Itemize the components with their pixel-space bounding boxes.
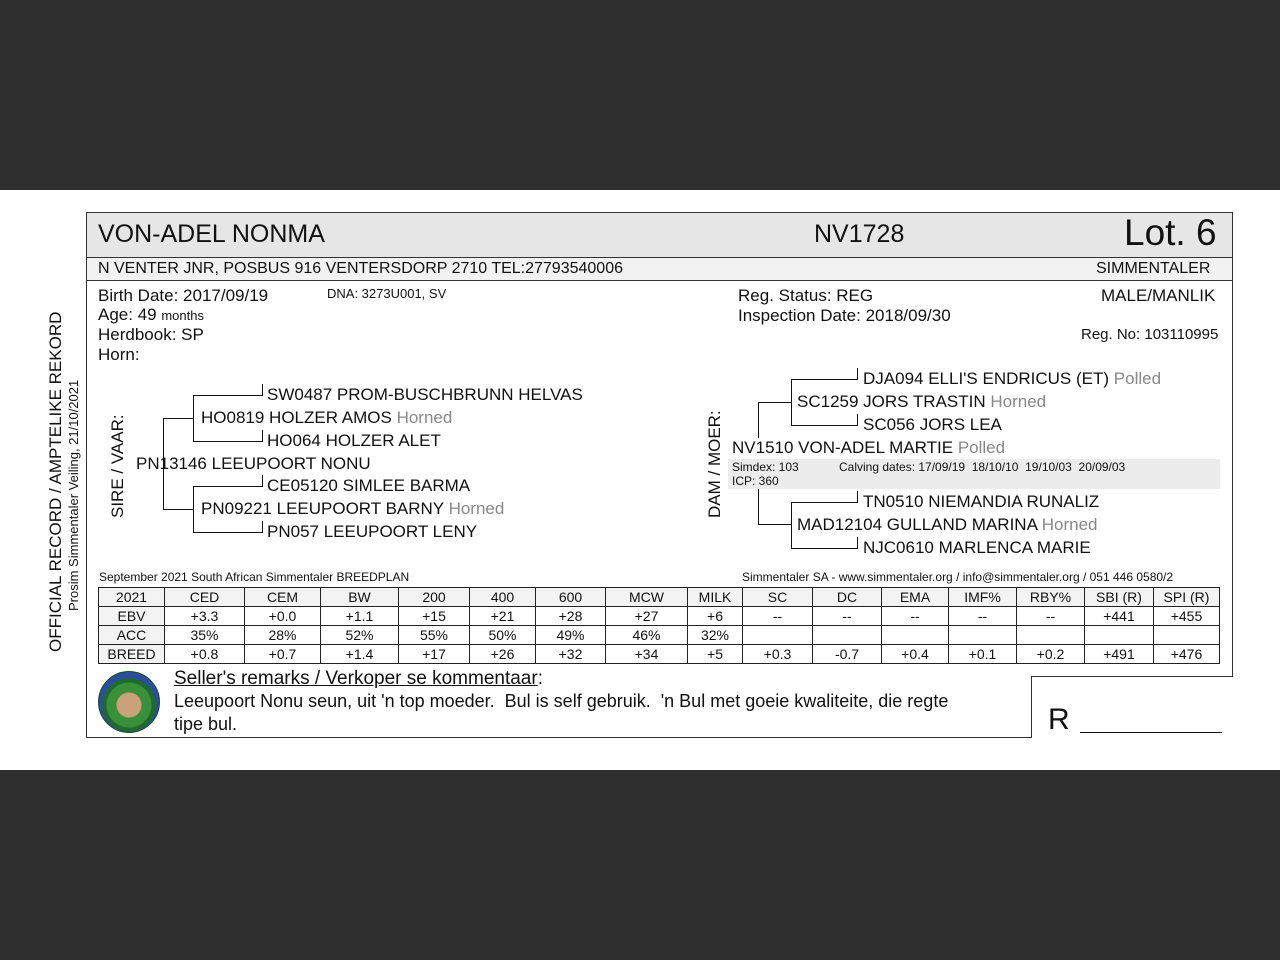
- breedplan-caption: September 2021 South African Simmentaler BREEDPLAN: [99, 570, 410, 584]
- age-unit: months: [161, 308, 204, 323]
- remarks-heading-row: [174, 668, 543, 690]
- table-cell: +1.4: [321, 645, 399, 664]
- dna-info: DNA: 3273U001, SV: [327, 286, 447, 301]
- table-cell: DC: [813, 588, 882, 607]
- dam-icp: ICP: 360: [732, 474, 779, 488]
- ggd2-tick: [262, 521, 263, 532]
- dam-grandsire-horn: Horned: [990, 392, 1047, 411]
- sgs-bracket-top: [193, 395, 263, 396]
- animal-name: VON-ADEL NONMA: [98, 220, 325, 248]
- dam-ggs1: [863, 369, 1161, 389]
- table-cell: 46%: [606, 626, 688, 645]
- dgs-bracket-bot: [791, 425, 858, 426]
- table-cell: EBV: [99, 607, 165, 626]
- table-cell: +0.8: [165, 645, 245, 664]
- table-cell: BREED: [99, 645, 165, 664]
- table-cell: +6: [688, 607, 743, 626]
- sire-granddam-name: PN09221 LEEUPOORT BARNY: [201, 499, 444, 518]
- table-cell: 2021: [99, 588, 165, 607]
- table-cell: [743, 626, 813, 645]
- sex: MALE/MANLIK: [1101, 286, 1216, 305]
- table-cell: +0.3: [743, 645, 813, 664]
- table-cell: +0.1: [949, 645, 1017, 664]
- dam-down-h: [758, 524, 791, 525]
- table-cell: 50%: [470, 626, 536, 645]
- owner-address: N VENTER JNR, POSBUS 916 VENTERSDORP 2710 TEL:27793540006: [98, 260, 623, 277]
- birth-date: Birth Date: 2017/09/19: [98, 286, 269, 305]
- table-cell: +17: [399, 645, 470, 664]
- table-cell: +26: [470, 645, 536, 664]
- table-cell: 52%: [321, 626, 399, 645]
- table-cell: MILK: [688, 588, 743, 607]
- remarks-colon: :: [537, 668, 543, 689]
- sire-ggs1: SW0487 PROM-BUSCHBRUNN HELVAS: [267, 385, 583, 404]
- table-cell: --: [882, 607, 949, 626]
- dam-up-v: [758, 402, 759, 438]
- ebv-header-row: [99, 588, 1220, 607]
- dam-ggd2-tick: [857, 537, 858, 548]
- sire-ggd2: PN057 LEEUPOORT LENY: [267, 522, 478, 541]
- animal-code: NV1728: [814, 220, 905, 248]
- table-cell: RBY%: [1017, 588, 1085, 607]
- ggs2-tick: [262, 475, 263, 486]
- sgs-bracket-v: [193, 395, 194, 441]
- dam-ggd1-tick: [857, 414, 858, 425]
- table-cell: +3.3: [165, 607, 245, 626]
- dam-ggd1: SC056 JORS LEA: [863, 415, 1002, 434]
- ebv-table-body: [99, 588, 1220, 664]
- dam-grandsire-name: SC1259 JORS TRASTIN: [797, 392, 986, 411]
- sgd-bracket-top: [193, 486, 263, 487]
- table-cell: +491: [1085, 645, 1154, 664]
- table-cell: +476: [1154, 645, 1220, 664]
- dam-granddam-name: MAD12104 GULLAND MARINA: [797, 515, 1037, 534]
- table-cell: +0.2: [1017, 645, 1085, 664]
- dam-ggs2-tick: [857, 491, 858, 502]
- sire-ggd1: HO064 HOLZER ALET: [267, 431, 441, 450]
- horn-label: Horn:: [98, 345, 140, 364]
- ggd1-tick: [262, 430, 263, 441]
- sire-grandsire: [201, 408, 452, 428]
- inspection-date: Inspection Date: 2018/09/30: [738, 306, 951, 325]
- dam-ggs1-tick: [857, 368, 858, 379]
- table-cell: EMA: [882, 588, 949, 607]
- table-cell: +28: [536, 607, 606, 626]
- ggs1-tick: [262, 384, 263, 395]
- table-cell: 400: [470, 588, 536, 607]
- dam-up-h: [758, 402, 791, 403]
- remarks-line-1: Leeupoort Nonu seun, uit 'n top moeder. Bul is self gebruik. 'n Bul met goeie kwaliteite, die regte: [174, 691, 949, 711]
- table-cell: BW: [321, 588, 399, 607]
- ebv-table: [98, 587, 1220, 664]
- sire-bracket-bot: [163, 509, 193, 510]
- simmentaler-sa-logo-icon: [98, 671, 160, 733]
- table-cell: [1154, 626, 1220, 645]
- table-cell: +455: [1154, 607, 1220, 626]
- table-cell: 49%: [536, 626, 606, 645]
- dam-ggs1-name: DJA094 ELLI'S ENDRICUS (ET): [863, 369, 1110, 388]
- dam-granddam: [797, 515, 1097, 535]
- ebv-row: [99, 607, 1220, 626]
- table-cell: +15: [399, 607, 470, 626]
- sire-name: PN13146 LEEUPOORT NONU: [136, 454, 371, 473]
- table-cell: [1085, 626, 1154, 645]
- table-cell: [882, 626, 949, 645]
- table-cell: CED: [165, 588, 245, 607]
- dam-ggs2: TN0510 NIEMANDIA RUNALIZ: [863, 492, 1100, 511]
- table-cell: IMF%: [949, 588, 1017, 607]
- breed-row: [99, 645, 1220, 664]
- age-value: Age: 49: [98, 305, 157, 324]
- table-cell: +0.7: [245, 645, 321, 664]
- table-cell: [949, 626, 1017, 645]
- table-cell: [1017, 626, 1085, 645]
- table-cell: SPI (R): [1154, 588, 1220, 607]
- table-cell: 35%: [165, 626, 245, 645]
- simmentaler-contact: Simmentaler SA - www.simmentaler.org / info@simmentaler.org / 051 446 0580/2: [742, 570, 1174, 584]
- herdbook: Herdbook: SP: [98, 325, 204, 344]
- dam-side-label: DAM / MOER:: [705, 410, 724, 518]
- table-cell: --: [743, 607, 813, 626]
- table-cell: +0.4: [882, 645, 949, 664]
- table-cell: MCW: [606, 588, 688, 607]
- dgs-bracket-top: [791, 379, 858, 380]
- dam-ggd2: NJC0610 MARLENCA MARIE: [863, 538, 1091, 557]
- table-cell: 28%: [245, 626, 321, 645]
- sire-bracket-top: [163, 418, 193, 419]
- sgd-bracket-v: [193, 486, 194, 532]
- table-cell: SBI (R): [1085, 588, 1154, 607]
- table-cell: 32%: [688, 626, 743, 645]
- breed-label: SIMMENTALER: [1096, 260, 1211, 277]
- sgs-bracket-bot: [193, 441, 263, 442]
- sire-grandsire-name: HO0819 HOLZER AMOS: [201, 408, 392, 427]
- acc-row: [99, 626, 1220, 645]
- table-cell: +441: [1085, 607, 1154, 626]
- remarks-heading: Seller's remarks / Verkoper se kommentaar: [174, 668, 538, 689]
- sire-grandsire-horn: Horned: [396, 408, 453, 427]
- dam-name-row: [732, 438, 1005, 458]
- dam-down-v: [758, 489, 759, 525]
- sire-side-label: SIRE / VAAR:: [108, 414, 127, 518]
- sgd-bracket-bot: [193, 532, 263, 533]
- prosim-label: Prosim Simmentaler Veiling, 21/10/2021: [66, 379, 81, 611]
- table-cell: [813, 626, 882, 645]
- dgs-bracket-v: [791, 379, 792, 425]
- price-line[interactable]: [1080, 732, 1222, 733]
- table-cell: CEM: [245, 588, 321, 607]
- table-cell: ACC: [99, 626, 165, 645]
- table-cell: -0.7: [813, 645, 882, 664]
- dgd-bracket-bot: [791, 548, 858, 549]
- sire-granddam: [201, 499, 504, 519]
- table-cell: --: [813, 607, 882, 626]
- dam-simdex: Simdex: 103: [732, 460, 799, 474]
- dam-calving-dates: Calving dates: 17/09/19 18/10/10 19/10/03 20/09/03: [839, 460, 1126, 474]
- sire-granddam-horn: Horned: [448, 499, 505, 518]
- table-cell: SC: [743, 588, 813, 607]
- reg-status: Reg. Status: REG: [738, 286, 874, 305]
- table-cell: +27: [606, 607, 688, 626]
- table-cell: +0.0: [245, 607, 321, 626]
- table-cell: +1.1: [321, 607, 399, 626]
- table-cell: +34: [606, 645, 688, 664]
- dam-granddam-horn: Horned: [1041, 515, 1098, 534]
- sire-ggs2: CE05120 SIMLEE BARMA: [267, 476, 471, 495]
- table-cell: +21: [470, 607, 536, 626]
- table-cell: 200: [399, 588, 470, 607]
- reg-number: Reg. No: 103110995: [1081, 326, 1219, 343]
- dam-name: NV1510 VON-ADEL MARTIE: [732, 438, 954, 457]
- dgd-bracket-top: [791, 502, 858, 503]
- dam-horn: Polled: [957, 438, 1006, 457]
- table-cell: --: [1017, 607, 1085, 626]
- table-cell: +32: [536, 645, 606, 664]
- table-cell: 600: [536, 588, 606, 607]
- dam-grandsire: [797, 392, 1046, 412]
- table-cell: +5: [688, 645, 743, 664]
- dgd-bracket-v: [791, 502, 792, 548]
- remarks-line-2: tipe bul.: [174, 714, 238, 734]
- price-currency: R: [1048, 703, 1070, 736]
- lot-number: Lot. 6: [1124, 212, 1217, 253]
- dam-ggs1-horn: Polled: [1113, 369, 1162, 388]
- official-record-label: OFFICIAL RECORD / AMPTELIKE REKORD: [46, 311, 65, 652]
- age: [98, 305, 204, 325]
- table-cell: 55%: [399, 626, 470, 645]
- table-cell: --: [949, 607, 1017, 626]
